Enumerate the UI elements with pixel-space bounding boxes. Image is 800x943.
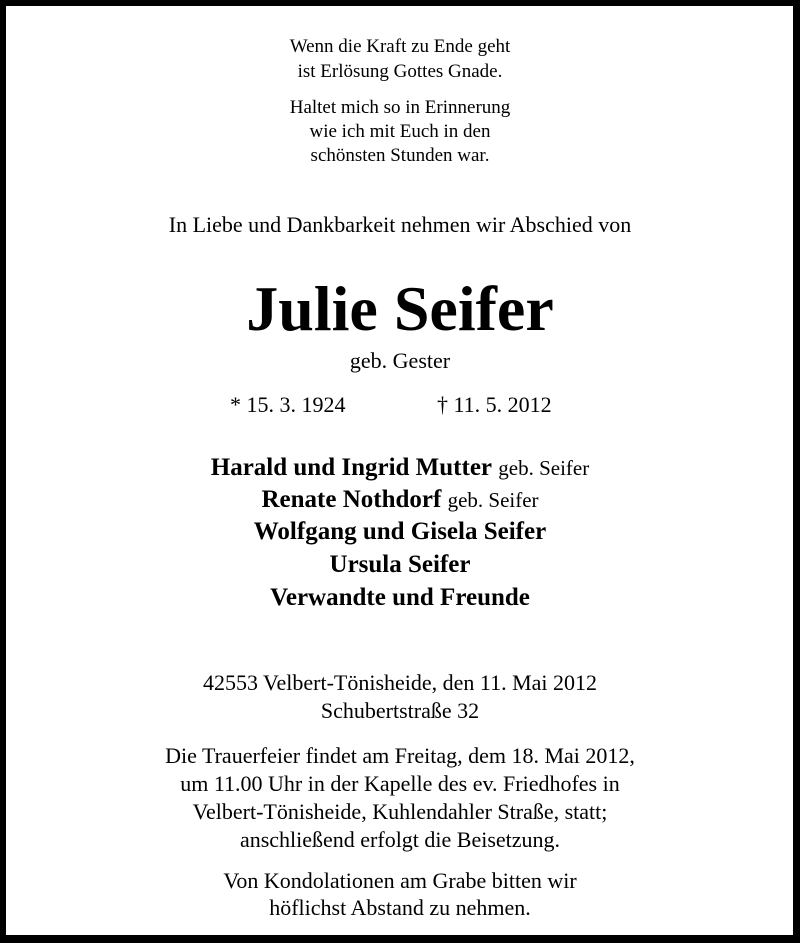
mourner-note: geb. Seifer bbox=[447, 488, 539, 512]
verse-line: schönsten Stunden war. bbox=[310, 145, 490, 166]
mourner-line bbox=[0, 455, 800, 480]
maiden-name: geb. Gester bbox=[349, 348, 451, 373]
deceased-name: Julie Seifer bbox=[246, 273, 554, 344]
mourner-name: Wolfgang und Gisela Seifer bbox=[253, 518, 547, 545]
mourner-line bbox=[0, 519, 800, 544]
mourner-line bbox=[0, 552, 800, 577]
mourner-name: Harald und Ingrid Mutter bbox=[210, 454, 493, 481]
verse-line: ist Erlösung Gottes Gnade. bbox=[297, 61, 503, 82]
verse-line: Haltet mich so in Erinnerung bbox=[289, 97, 511, 118]
place-and-date: 42553 Velbert-Tönisheide, den 11. Mai 2012 bbox=[202, 670, 598, 695]
verse-line: wie ich mit Euch in den bbox=[309, 121, 491, 142]
farewell-intro: In Liebe und Dankbarkeit nehmen wir Abschied von bbox=[168, 212, 632, 237]
mourner-name: Ursula Seifer bbox=[329, 551, 471, 578]
street-address: Schubertstraße 32 bbox=[320, 698, 480, 723]
funeral-notice-line: Velbert-Tönisheide, Kuhlendahler Straße, statt; bbox=[192, 799, 608, 824]
mourner-line bbox=[0, 487, 800, 512]
mourner-name: Verwandte und Freunde bbox=[270, 584, 530, 611]
verse-line: Wenn die Kraft zu Ende geht bbox=[289, 36, 511, 57]
condolence-notice-line: Von Kondolationen am Grabe bitten wir bbox=[223, 868, 577, 893]
funeral-notice-line: anschließend erfolgt die Beisetzung. bbox=[239, 827, 561, 852]
mourner-name: Renate Nothdorf bbox=[261, 486, 442, 513]
mourner-line bbox=[0, 585, 800, 610]
birth-date: * 15. 3. 1924 bbox=[230, 392, 346, 417]
funeral-notice-line: Die Trauerfeier findet am Freitag, dem 18. Mai 2012, bbox=[165, 743, 635, 768]
funeral-notice-line: um 11.00 Uhr in der Kapelle des ev. Friedhofes in bbox=[180, 771, 620, 796]
mourner-note: geb. Seifer bbox=[498, 456, 590, 480]
condolence-notice-line: höflichst Abstand zu nehmen. bbox=[269, 895, 531, 920]
death-date: † 11. 5. 2012 bbox=[437, 392, 552, 417]
